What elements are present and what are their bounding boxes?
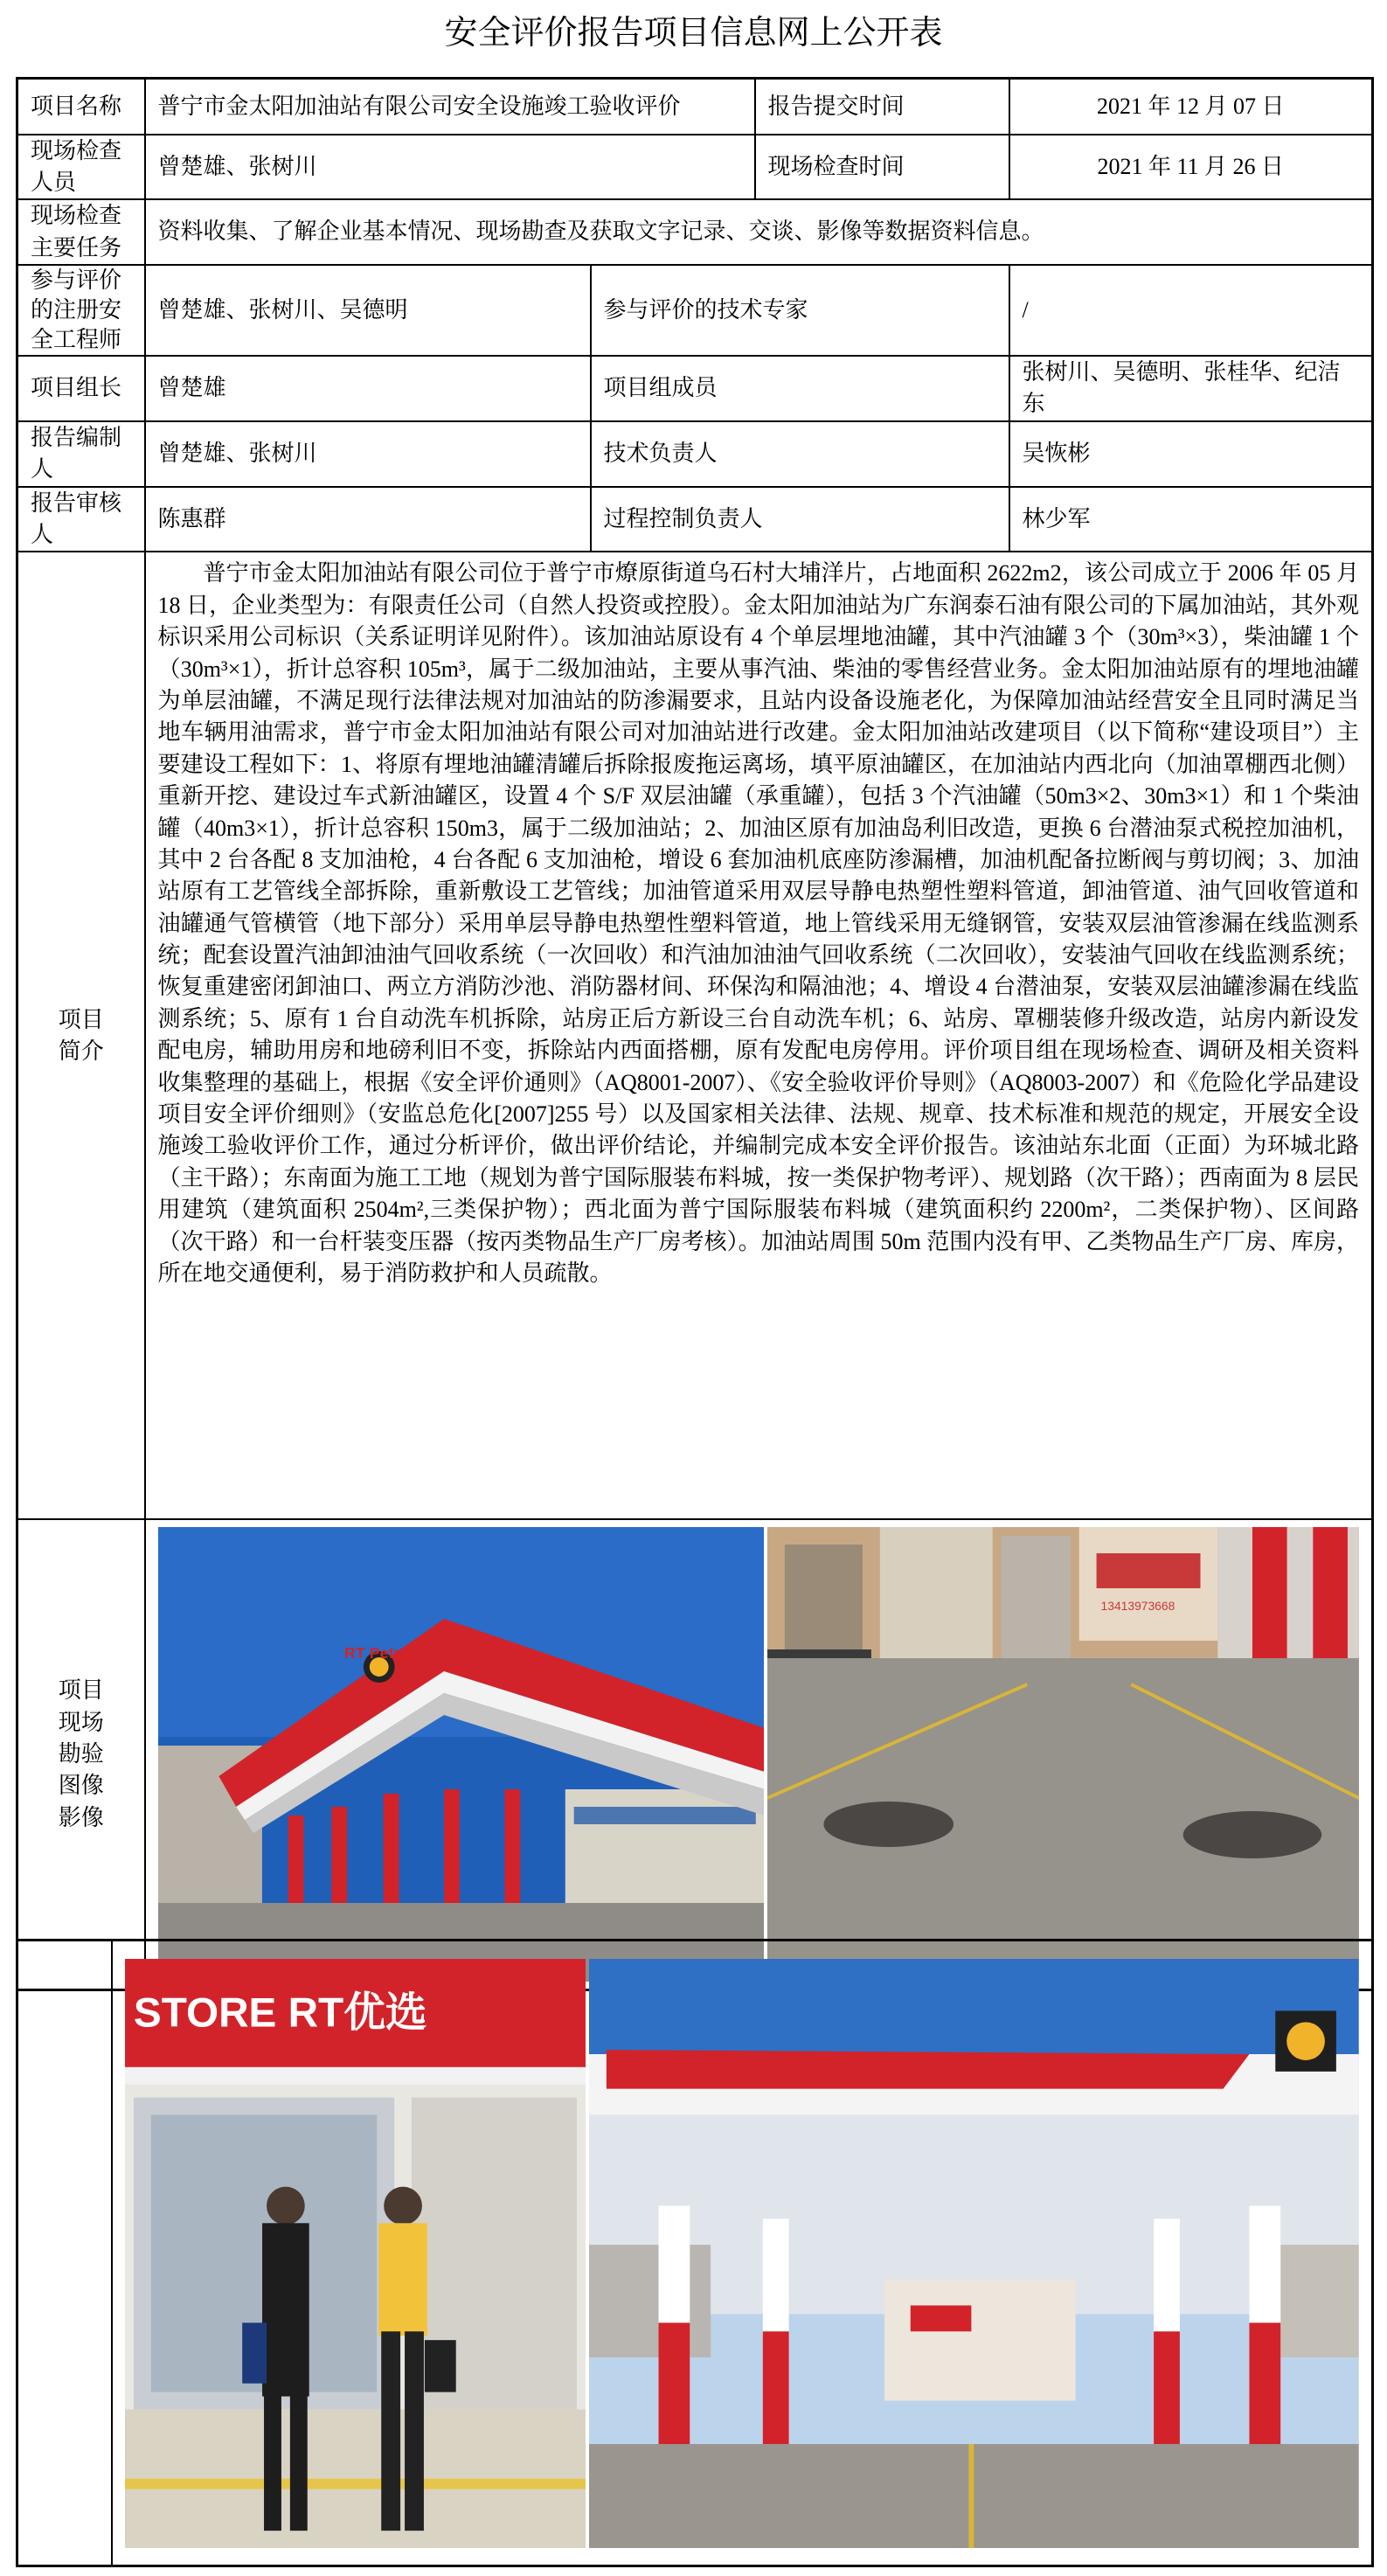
photo-canopy-interior bbox=[589, 1959, 1359, 2548]
engineers-value: 曾楚雄、张树川、吴德明 bbox=[145, 265, 591, 356]
row-project-name bbox=[17, 79, 1373, 135]
leader-label: 项目组长 bbox=[17, 356, 145, 421]
reviewer-label: 报告审核人 bbox=[17, 487, 145, 552]
inspect-time-label: 现场检查时间 bbox=[755, 135, 1009, 200]
reviewer-value: 陈惠群 bbox=[145, 487, 591, 552]
row-leader bbox=[17, 356, 1373, 421]
leader-value: 曾楚雄 bbox=[145, 356, 591, 421]
photos-table-2 bbox=[16, 1939, 1374, 2567]
photos-2-cell bbox=[112, 1941, 1373, 2566]
members-value: 张树川、吴德明、张桂华、纪洁东 bbox=[1009, 356, 1373, 421]
project-name-label: 项目名称 bbox=[17, 79, 145, 135]
process-value: 林少军 bbox=[1009, 487, 1373, 552]
row-engineers bbox=[17, 265, 1373, 356]
info-table bbox=[16, 77, 1374, 1991]
inspectors-label: 现场检查人员 bbox=[17, 135, 145, 200]
engineers-label: 参与评价的注册安全工程师 bbox=[17, 265, 145, 356]
experts-value: / bbox=[1009, 265, 1373, 356]
tech-value: 吴恢彬 bbox=[1009, 421, 1373, 487]
project-name-value: 普宁市金太阳加油站有限公司安全设施竣工验收评价 bbox=[145, 79, 755, 135]
row-writer bbox=[17, 421, 1373, 487]
photo-forecourt bbox=[767, 1527, 1359, 1982]
photos-2-label-cell bbox=[17, 1941, 112, 2566]
row-tasks bbox=[17, 199, 1373, 265]
canopy-brand-text: RT Petro bbox=[343, 1644, 409, 1663]
writer-label: 报告编制人 bbox=[17, 421, 145, 487]
photo-canopy-exterior bbox=[158, 1527, 765, 1982]
row-reviewer bbox=[17, 487, 1373, 552]
tech-label: 技术负责人 bbox=[591, 421, 1009, 487]
store-sign-text: STORE RT优选 bbox=[133, 1989, 427, 2036]
intro-text-cell bbox=[145, 552, 1373, 1519]
intro-label: 项目简介 bbox=[17, 552, 145, 1519]
writer-value: 曾楚雄、张树川 bbox=[145, 421, 591, 487]
row-intro bbox=[17, 552, 1373, 1519]
process-label: 过程控制负责人 bbox=[591, 487, 1009, 552]
row-photos bbox=[17, 1519, 1373, 1989]
inspect-time-value: 2021 年 11 月 26 日 bbox=[1009, 135, 1373, 200]
submit-time-label: 报告提交时间 bbox=[755, 79, 1009, 135]
members-label: 项目组成员 bbox=[591, 356, 1009, 421]
inspectors-value: 曾楚雄、张树川 bbox=[145, 135, 755, 200]
tasks-value: 资料收集、了解企业基本情况、现场勘查及获取文字记录、交谈、影像等数据资料信息。 bbox=[145, 199, 1373, 265]
page-title: 安全评价报告项目信息网上公开表 bbox=[444, 15, 943, 52]
phone-text: 13413973668 bbox=[1100, 1599, 1175, 1614]
submit-time-value: 2021 年 12 月 07 日 bbox=[1009, 79, 1373, 135]
photos-label: 项目现场勘验图像影像 bbox=[17, 1519, 145, 1989]
photo-store-personnel bbox=[125, 1959, 586, 2548]
intro-text: 普宁市金太阳加油站有限公司位于普宁市燎原街道乌石村大埔洋片，占地面积 2622m2，该公司成立于 2006 年 05 月 18 日，企业类型为：有限责任公司（自然人投资或控股）。金太阳加油站为广东润泰石油有限公司的下属加油站，其外观标识采用公司标识（关系证明详见附件）。该加油站原设有 4 个单层埋地油罐，其中汽油罐 3 个（30m³×3），柴油罐 1 个（30m³×1），折计总容积 105m³，属于二级加油站，主要从事汽油、柴油的零售经营业务。金太阳加油站原有的埋地油罐为单层油罐，不满足现行法律法规对加油站的防渗漏要求，且站内设备设施老化，为保障加油站经营安全且同时满足当地车辆用油需求，普宁市金太阳加油站有限公司对加油站进行改建。金太阳加油站改建项目（以下简称“建设项目”）主要建设工程如下：1、将原有埋地油罐清罐后拆除报废拖运离场，填平原油罐区，在加油站内西北向（加油罩棚西北侧）重新开挖、建设过车式新油罐区，设置 4 个 S/F 双层油罐（承重罐），包括 3 个汽油罐（50m3×2、30m3×1）和 1 个柴油罐（40m3×1），折计总容积 150m3，属于二级加油站；2、加油区原有加油岛利旧改造，更换 6 台潜油泵式税控加油机，其中 2 台各配 8 支加油枪，4 台各配 6 支加油枪，增设 6 套加油机底座防渗漏槽，加油机配备拉断阀与剪切阀；3、加油站原有工艺管线全部拆除，重新敷设工艺管线；加油管道采用双层导静电热塑性塑料管道，卸油管道、油气回收管道和油罐通气管横管（地下部分）采用单层导静电热塑性塑料管道，地上管线采用无缝钢管，安装双层油管渗漏在线监测系统；配套设置汽油卸油油气回收系统（一次回收）和汽油加油油气回收系统（二次回收），安装油气回收在线监测系统；恢复重建密闭卸油口、两立方消防沙池、消防器材间、环保沟和隔油池；4、增设 4 台潜油泵，安装双层油罐渗漏在线监测系统；5、原有 1 台自动洗车机拆除，站房正后方新设三台自动洗车机；6、站房、罩棚装修升级改造，站房内新设发配电房，辅助用房和地磅利旧不变，拆除站内西面搭棚，原有发配电房停用。评价项目组在现场检查、调研及相关资料收集整理的基础上，根据《安全评价通则》（AQ8001-2007）、《安全验收评价导则》（AQ8003-2007）和《危险化学品建设项目安全评价细则》（安监总危化[2007]255 号）以及国家相关法律、法规、规章、技术标准和规范的规定，开展安全设施竣工验收评价工作，通过分析评价，做出评价结论，并编制完成本安全评价报告。该油站东北面（正面）为环城北路（主干路）；东南面为施工工地（规划为普宁国际服装布料城，按一类保护物考评）、规划路（次干路）；西南面为 8 层民用建筑（建筑面积 2504m²,三类保护物）；西北面为普宁国际服装布料城（建筑面积约 2200m²，二类保护物）、区间路（次干路）和一台杆装变压器（按丙类物品生产厂房考核）。加油站周围 50m 范围内没有甲、乙类物品生产厂房、库房，所在地交通便利，易于消防救护和人员疏散。 bbox=[157, 560, 1360, 1286]
experts-label: 参与评价的技术专家 bbox=[591, 265, 1009, 356]
photos-cell bbox=[145, 1519, 1373, 1989]
row-inspectors bbox=[17, 135, 1373, 200]
tasks-label: 现场检查主要任务 bbox=[17, 199, 145, 265]
